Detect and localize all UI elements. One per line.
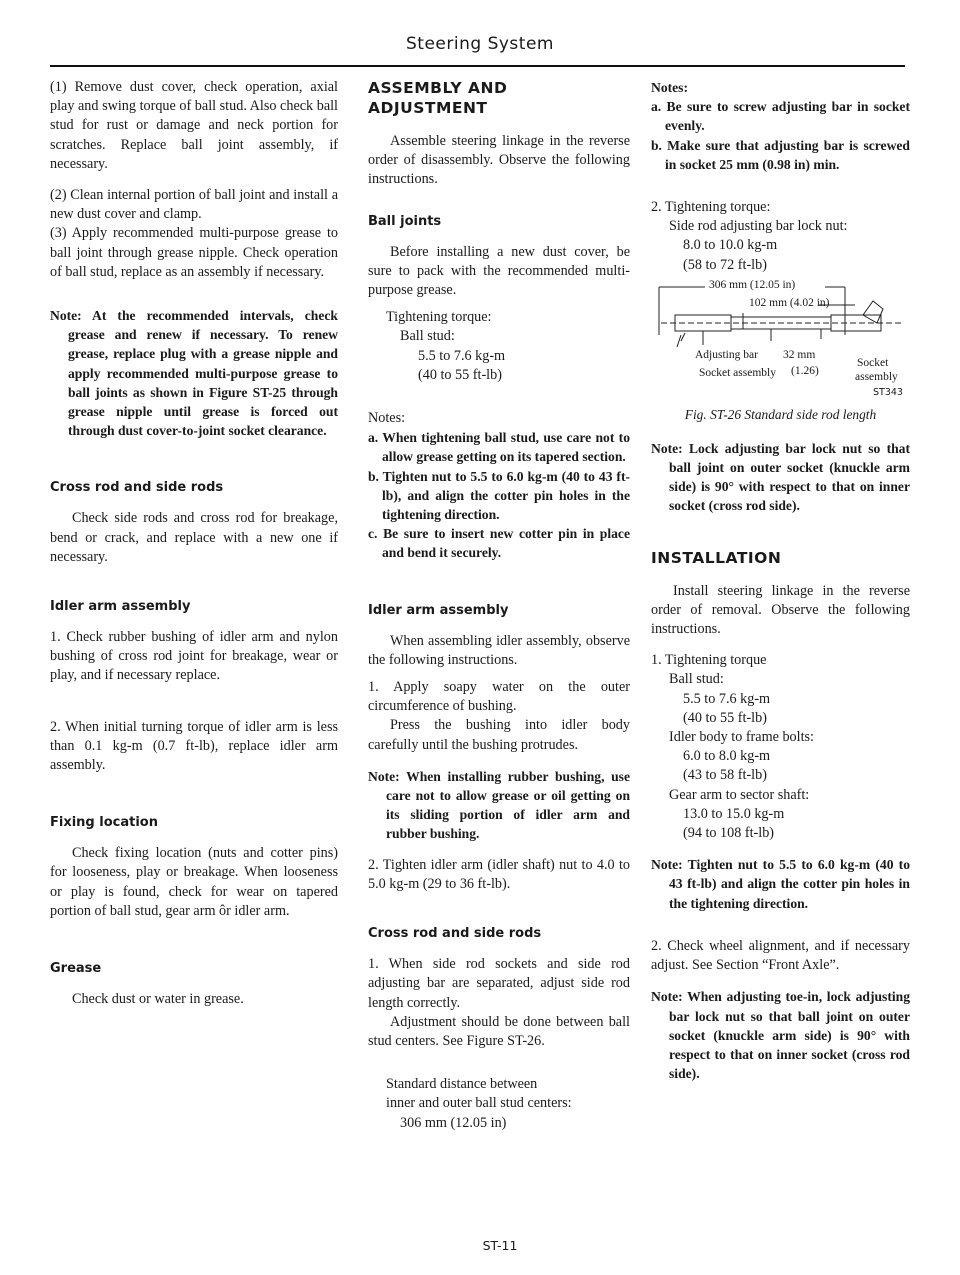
paragraph: 2. Tighten idler arm (idler shaft) nut to 4.0 to 5.0 kg-m (29 to 36 ft-lb).: [368, 856, 630, 892]
paragraph: Check side rods and cross rod for breakage, bend or crack, and replace with a new one if necessary.: [50, 510, 338, 565]
section-heading: Idler arm assembly: [368, 602, 509, 618]
section-heading: Fixing location: [50, 815, 158, 831]
part-label: Socket assembly: [699, 366, 776, 379]
note: Note: Tighten nut to 5.5 to 6.0 kg-m (40 to 43 ft-lb) and align the cotter pin holes in the tightening direction.: [651, 857, 910, 911]
section-heading: ASSEMBLY AND ADJUSTMENT: [368, 79, 508, 117]
spec-value: (58 to 72 ft-lb): [683, 256, 767, 273]
notes-label: Notes:: [651, 80, 688, 95]
section-heading: Cross rod and side rods: [368, 926, 542, 942]
section-heading: Idler arm assembly: [50, 599, 191, 615]
spec-label: inner and outer ball stud centers:: [386, 1095, 572, 1112]
note: a. When tightening ball stud, use care not to allow grease getting on its tapered section.: [368, 430, 630, 465]
paragraph: 2. When initial turning torque of idler arm is less than 0.1 kg-m (0.7 ft-lb), replace idler arm assembly.: [50, 718, 338, 774]
dim-label: 102 mm (4.02 in): [749, 296, 830, 309]
section-heading: Ball joints: [368, 213, 442, 229]
spec-value: (94 to 108 ft-lb): [683, 825, 775, 842]
side-rod-diagram: [651, 275, 910, 405]
side-rod-figure: [651, 275, 910, 405]
dim-label: 32 mm: [783, 348, 816, 361]
spec-value: 13.0 to 15.0 kg-m: [683, 805, 785, 822]
paragraph: 2. Check wheel alignment, and if necessary adjust. See Section “Front Axle”.: [651, 937, 910, 974]
section-heading: Cross rod and side rods: [50, 480, 224, 496]
note: a. Be sure to screw adjusting bar in socket evenly.: [651, 99, 910, 134]
paragraph: 2. Tightening torque:: [651, 199, 771, 216]
paragraph: (1) Remove dust cover, check operation, axial play and swing torque of ball stud. Also check ball stud for rust or damage and neck portion for scratches. Replace ball joint assembly, if necessary.: [50, 79, 338, 172]
spec-value: 6.0 to 8.0 kg-m: [683, 748, 771, 765]
paragraph: Install steering linkage in the reverse order of removal. Observe the following instructions.: [651, 582, 910, 638]
spec-label: Side rod adjusting bar lock nut:: [669, 218, 848, 235]
part-label: assembly: [855, 370, 898, 383]
paragraph: 1. When side rod sockets and side rod adjusting bar are separated, adjust side rod length correctly.: [368, 956, 630, 1011]
spec-value: (40 to 55 ft-lb): [418, 366, 502, 383]
ball-stud-shape: [677, 333, 685, 347]
spec-label: Ball stud:: [400, 328, 455, 345]
spec-value: (40 to 55 ft-lb): [683, 709, 767, 726]
spec-label: Standard distance between: [386, 1076, 538, 1093]
paragraph: Check fixing location (nuts and cotter pins) for looseness, play or breakage. When looseness or play is found, check for wear on tapered portion of ball stud, gear arm ôr idler arm.: [50, 845, 338, 919]
paragraph: 1. Check rubber bushing of idler arm and nylon bushing of cross rod joint for breakage, wear or play, and if necessary replace.: [50, 629, 338, 684]
spec-label: Idler body to frame bolts:: [669, 729, 814, 746]
spec-label: Gear arm to sector shaft:: [669, 786, 810, 803]
spec-value: 306 mm (12.05 in): [400, 1114, 507, 1131]
part-label: Socket: [857, 356, 889, 369]
spec-value: 8.0 to 10.0 kg-m: [683, 237, 778, 254]
paragraph: Check dust or water in grease.: [72, 991, 244, 1008]
dim-label: (1.26): [791, 364, 819, 377]
note: b. Make sure that adjusting bar is screwed in socket 25 mm (0.98 in) min.: [651, 137, 910, 172]
notes-label: Notes:: [368, 410, 406, 427]
column-3: [651, 78, 910, 1083]
header-rule: [50, 65, 905, 67]
page-number: ST-11: [482, 1238, 518, 1253]
section-heading: Grease: [50, 961, 102, 977]
paragraph: (2) Clean internal portion of ball joint and install a new dust cover and clamp.: [50, 187, 338, 223]
column-1: [50, 78, 338, 1009]
paragraph: When assembling idler assembly, observe the following instructions.: [368, 632, 630, 668]
spec-value: 5.5 to 7.6 kg-m: [418, 347, 506, 364]
page-header: Steering System: [406, 34, 554, 54]
note: Note: When adjusting toe-in, lock adjusting bar lock nut so that ball joint on outer socket (knuckle arm side) is 90° with respect to that on inner socket (cross rod side).: [651, 989, 910, 1082]
dim-label: 306 mm (12.05 in): [709, 278, 796, 291]
note: c. Be sure to insert new cotter pin in place and bend it securely.: [368, 526, 630, 561]
spec-value: (43 to 58 ft-lb): [683, 767, 767, 784]
paragraph: Before installing a new dust cover, be sure to pack with the recommended multi-purpose grease.: [368, 243, 630, 299]
paragraph: Adjustment should be done between ball stud centers. See Figure ST-26.: [368, 1013, 630, 1049]
paragraph: (3) Apply recommended multi-purpose grease to ball joint through grease nipple. Check operation of ball stud, replace as an assembly if necessary.: [50, 225, 338, 280]
socket-detail-shape: [863, 301, 883, 323]
spec-label: Ball stud:: [669, 671, 724, 688]
figure-code: ST343: [873, 386, 903, 398]
section-heading: INSTALLATION: [651, 548, 782, 567]
spec-label: Tightening torque:: [386, 309, 492, 326]
figure-caption: Fig. ST-26 Standard side rod length: [684, 406, 877, 422]
paragraph: 1. Tightening torque: [651, 652, 767, 669]
note: Note: Lock adjusting bar lock nut so that ball joint on outer socket (knuckle arm side) is 90° with respect to that on inner socket (cross rod side).: [651, 440, 910, 514]
note: Note: At the recommended intervals, check grease and renew if necessary. To renew grease, replace plug with a grease nipple and apply recommended multi-purpose grease to ball joints as shown in Figure ST-25 through grease nipple until grease is forced out through dust cover-to-joint socket clearance.: [50, 308, 338, 439]
column-2: [368, 78, 630, 1133]
part-label: Adjusting bar: [695, 348, 758, 361]
note: Note: When installing rubber bushing, use care not to allow grease or oil getting on its sliding portion of idler arm and rubber bushing.: [368, 768, 630, 842]
paragraph: Assemble steering linkage in the reverse order of disassembly. Observe the following instructions.: [368, 133, 630, 188]
paragraph: Press the bushing into idler body carefully until the bushing protrudes.: [368, 717, 630, 753]
note: b. Tighten nut to 5.5 to 6.0 kg-m (40 to 43 ft-lb), and align the cotter pin holes in the tightening direction.: [368, 468, 630, 523]
spec-value: 5.5 to 7.6 kg-m: [683, 690, 771, 707]
paragraph: 1. Apply soapy water on the outer circumference of bushing.: [368, 679, 630, 715]
